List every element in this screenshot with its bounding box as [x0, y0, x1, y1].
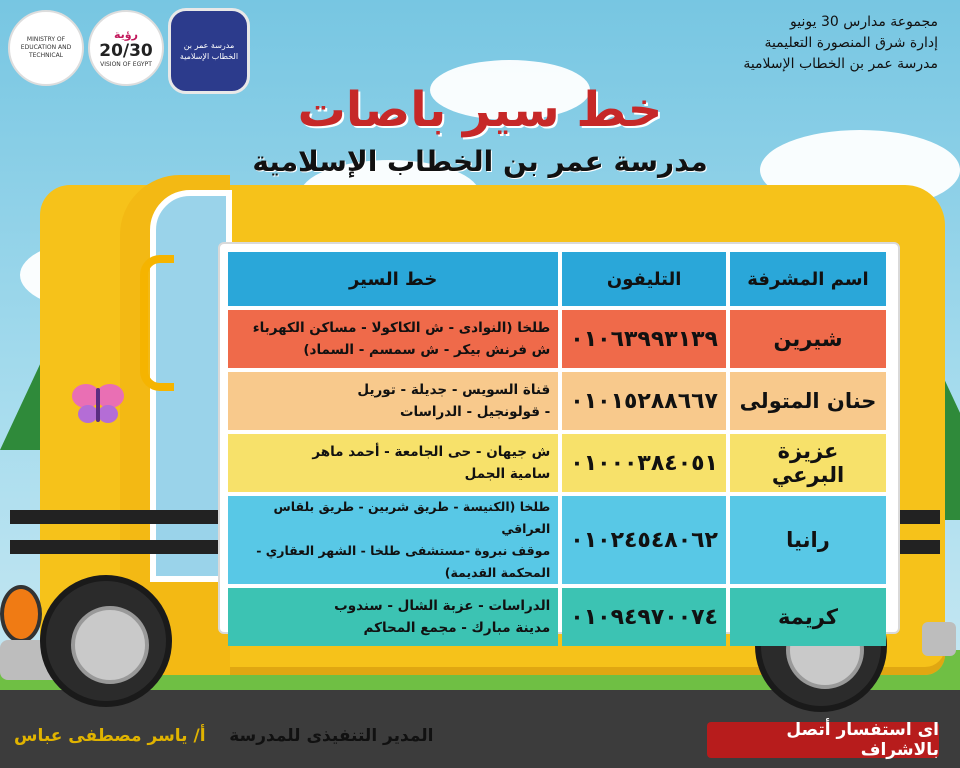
table-row	[228, 434, 886, 492]
route-cell	[228, 588, 558, 646]
route-line: - قولونجيل - الدراسات	[399, 404, 551, 420]
route-line: طلخا (الكنيسة - طريق شربين - طريق بلقاس العراقي	[273, 499, 551, 536]
header-route: خط السير	[228, 252, 558, 306]
route-line: سامية الجمل	[464, 466, 551, 482]
phone-number: ٠١٠١٥٢٨٨٦٦٧	[562, 372, 726, 430]
phone-number: ٠١٠٠٠٣٨٤٠٥١	[562, 434, 726, 492]
phone-number: ٠١٠٦٣٩٩٣١٣٩	[562, 310, 726, 368]
supervisor-name: رانيا	[730, 496, 886, 584]
front-wheel	[40, 575, 172, 707]
supervisor-name: شيرين	[730, 310, 886, 368]
routes-table	[224, 248, 890, 650]
ministry-logo: MINISTRY OF EDUCATION AND TECHNICAL	[8, 10, 84, 86]
table-row	[228, 588, 886, 646]
butterfly-icon	[70, 380, 126, 426]
page-title: خط سير باصات	[297, 82, 663, 138]
route-line: موقف نبروة -مستشفى طلخا - الشهر العقاري - المحكمة القديمة)	[256, 543, 551, 580]
route-line: ش جيهان - حى الجامعة - أحمد ماهر	[312, 444, 551, 460]
route-cell	[228, 496, 558, 584]
route-cell	[228, 372, 558, 430]
phone-number: ٠١٠٩٤٩٧٠٠٧٤	[562, 588, 726, 646]
phone-number: ٠١٠٢٤٥٤٨٠٦٢	[562, 496, 726, 584]
route-line: مدينة مبارك - مجمع المحاكم	[363, 620, 551, 636]
school-logo: مدرسة عمر بن الخطاب الإسلامية	[168, 8, 250, 94]
director-name: أ/ ياسر مصطفى عباس	[14, 726, 206, 746]
inquiry-banner: اى استفسار أتصل بالاشراف	[707, 722, 939, 758]
supervisor-name: حنان المتولى	[730, 372, 886, 430]
route-cell	[228, 434, 558, 492]
table-row	[228, 496, 886, 584]
supervisor-name: كريمة	[730, 588, 886, 646]
table-header-row	[228, 252, 886, 306]
director-signature	[14, 726, 433, 746]
table-row	[228, 372, 886, 430]
header-supervisor: اسم المشرفة	[730, 252, 886, 306]
rear-bumper	[922, 622, 956, 656]
route-line: ش فرنش بيكر - ش سمسم - السماد)	[303, 342, 551, 358]
table-row	[228, 310, 886, 368]
route-line: طلخا (النوادى - ش الكاكولا - مساكن الكهرباء	[252, 320, 551, 336]
header-line: إدارة شرق المنصورة التعليمية	[764, 35, 938, 51]
bus-mirror	[140, 255, 174, 391]
route-line: قناة السويس - جديلة - توريل	[357, 382, 551, 398]
route-cell	[228, 310, 558, 368]
director-role: المدير التنفيذى للمدرسة	[229, 726, 434, 746]
supervisor-name: عزيزة البرعي	[730, 434, 886, 492]
route-line: الدراسات - عزبة الشال - سندوب	[334, 598, 551, 614]
header-line: مجموعة مدارس 30 يونيو	[790, 14, 938, 30]
page-subtitle: مدرسة عمر بن الخطاب الإسلامية	[252, 145, 708, 178]
headlight	[0, 585, 42, 643]
vision-2030-logo: رؤية 20/30 VISION OF EGYPT	[88, 10, 164, 86]
header-line: مدرسة عمر بن الخطاب الإسلامية	[743, 56, 938, 72]
header-info	[743, 12, 938, 75]
header-phone: التليفون	[562, 252, 726, 306]
